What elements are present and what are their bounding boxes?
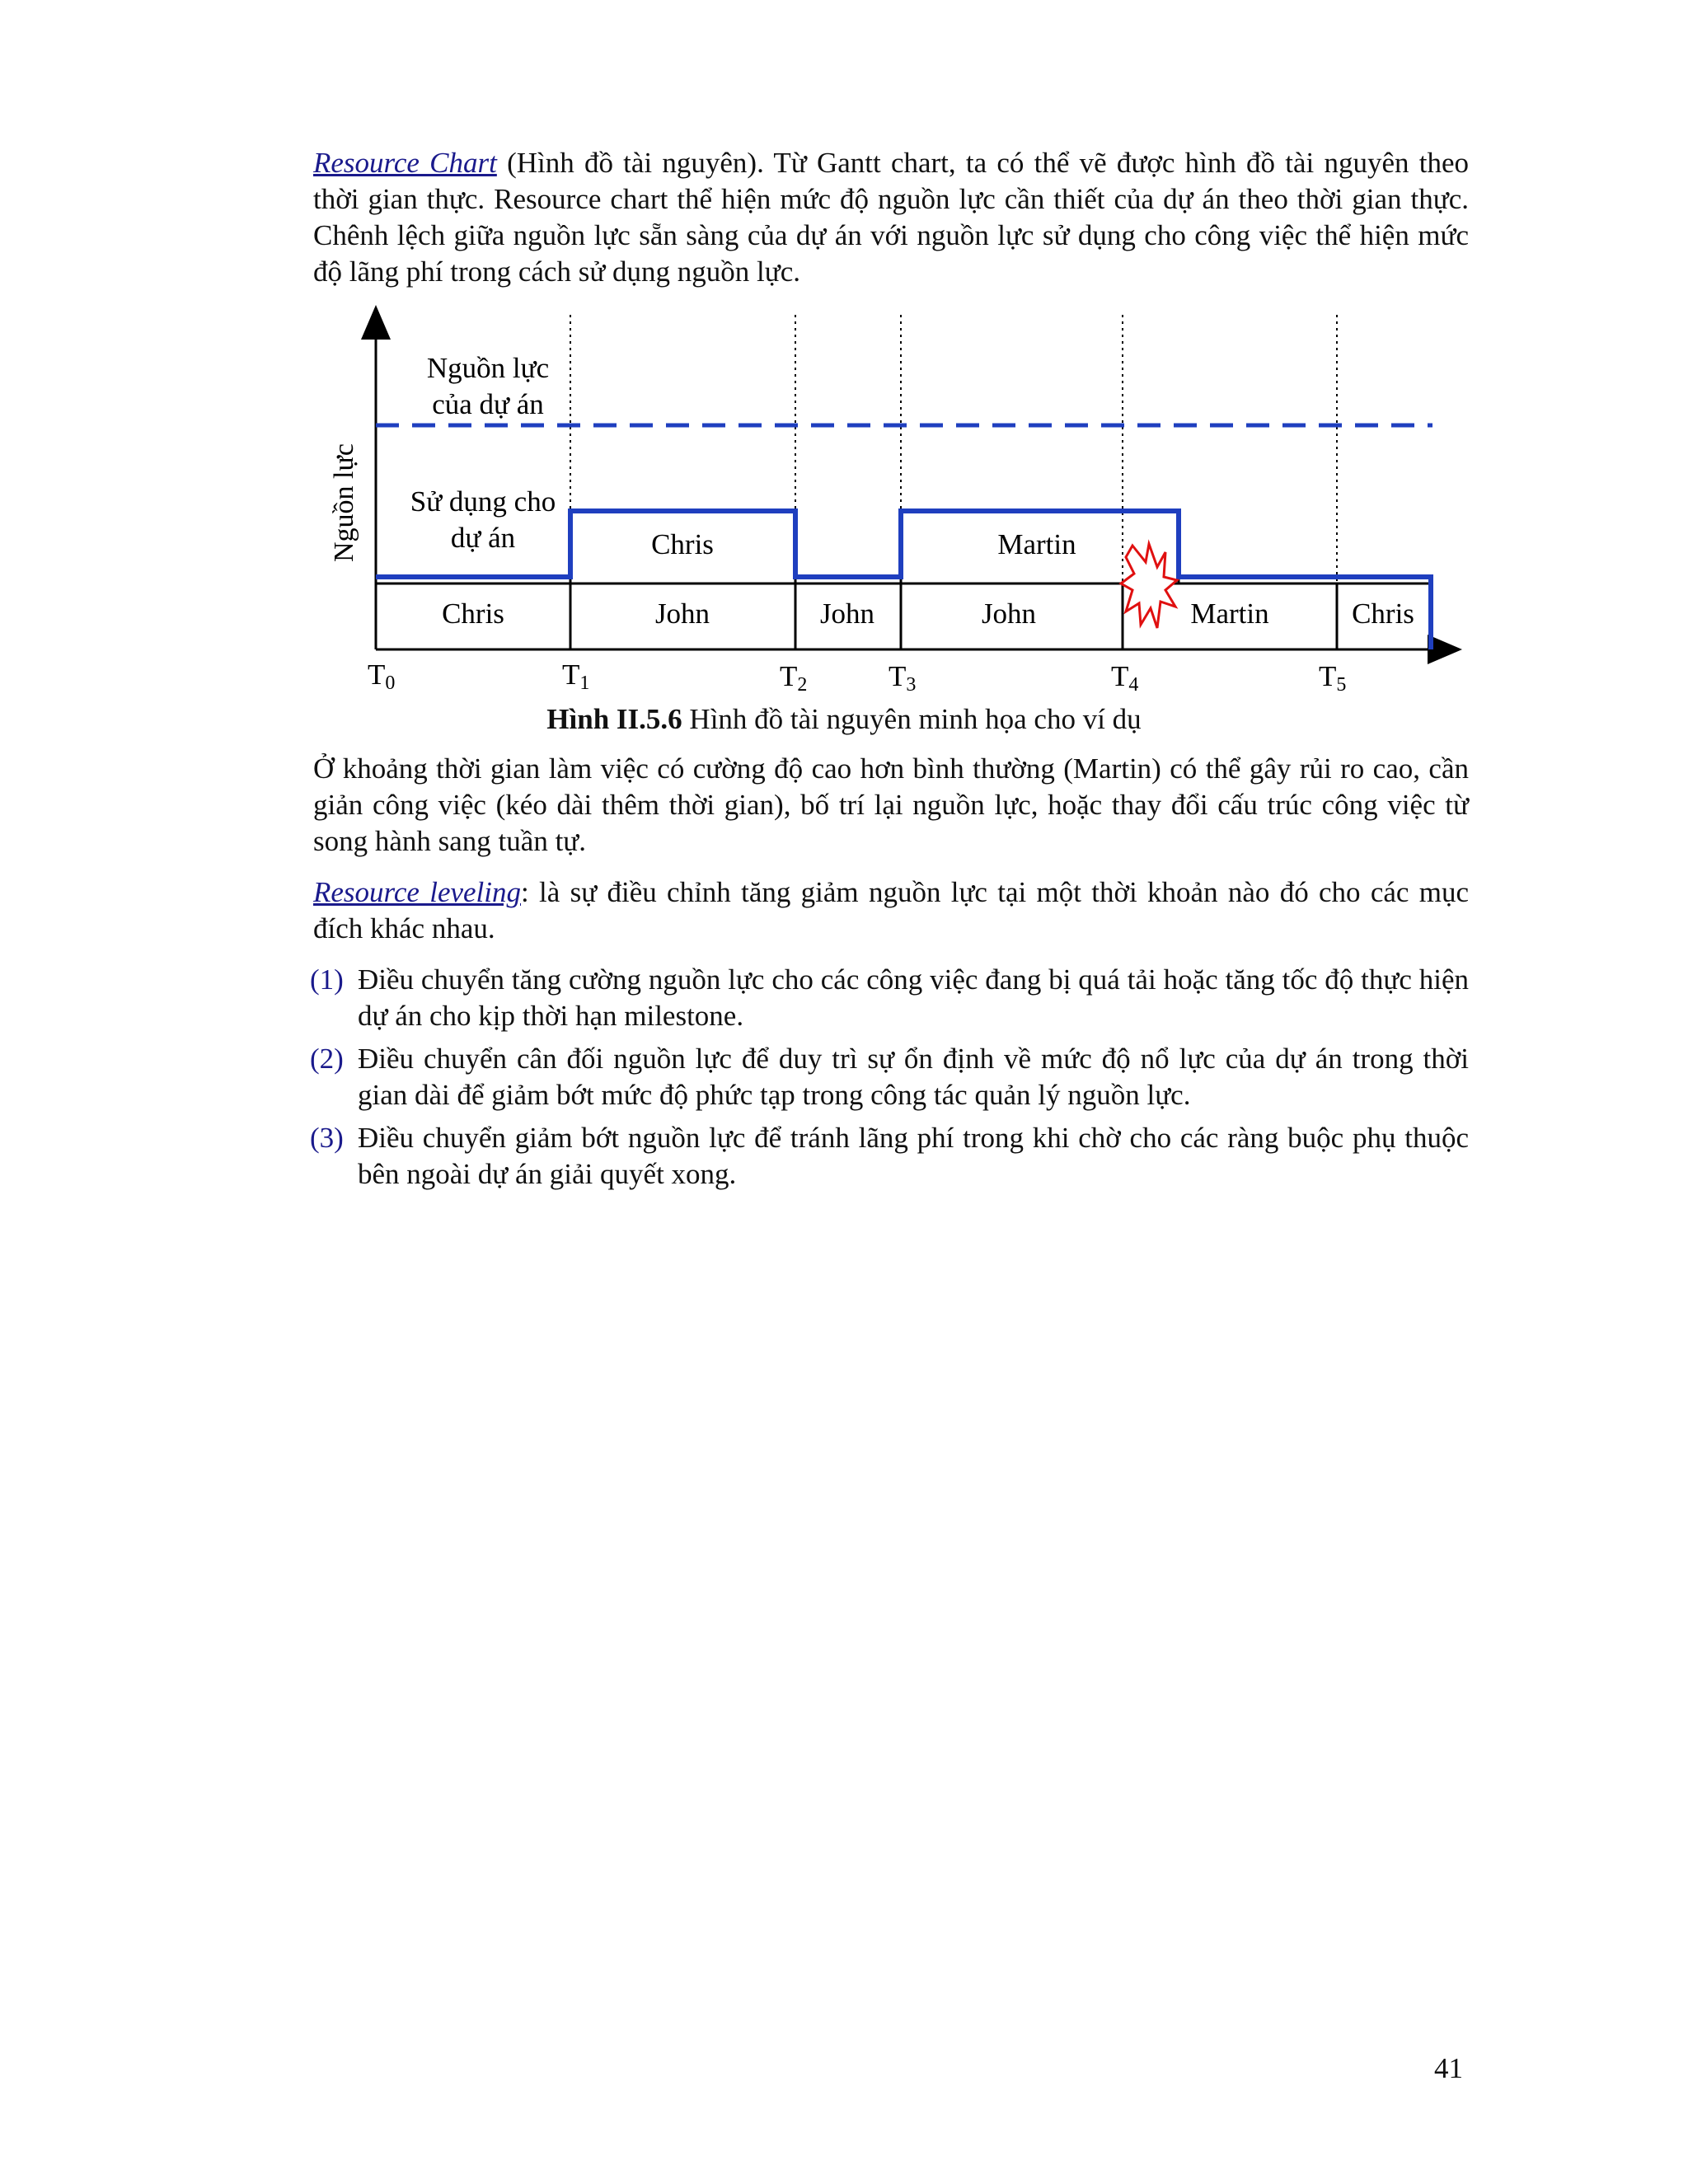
caption-text: Hình đồ tài nguyên minh họa cho ví dụ	[682, 703, 1142, 735]
available-label-line2: của dự án	[432, 388, 544, 420]
tick-t1: T1	[562, 658, 590, 692]
figure-caption	[0, 703, 1688, 736]
upper-name-1: Chris	[651, 528, 714, 560]
list-item	[310, 1120, 1469, 1193]
lower-name-3: John	[819, 598, 875, 630]
lower-name-1: Chris	[442, 598, 504, 630]
lower-name-5: Martin	[1190, 598, 1269, 630]
tick-t4: T4	[1111, 660, 1139, 692]
resource-leveling-term[interactable]: Resource leveling	[313, 876, 522, 908]
tick-t2: T2	[780, 660, 808, 692]
list-item	[310, 1041, 1469, 1113]
available-label-line1: Nguồn lực	[426, 352, 550, 384]
upper-name-2: Martin	[997, 528, 1076, 560]
intro-paragraph	[313, 145, 1469, 290]
overload-burst-icon	[1121, 544, 1177, 628]
tick-t0: T0	[368, 658, 396, 692]
leveling-paragraph	[313, 874, 1469, 947]
lower-name-2: John	[654, 598, 710, 630]
tick-t5: T5	[1319, 660, 1347, 692]
intro-text: (Hình đồ tài nguyên). Từ Gantt chart, ta có thể vẽ được hình đồ tài nguyên theo thời gian thực. Resource chart thể hiện mức độ nguồn lực cần thiết của dự án theo thời gian thực. Chênh lệch giữa nguồn lực sẵn sàng của dự án với nguồn lực sử dụng cho công việc thể hiện mức độ lãng phí trong cách sử dụng nguồn lực.	[313, 147, 1469, 288]
caption-label: Hình II.5.6	[546, 703, 682, 735]
list-text: Điều chuyển cân đối nguồn lực để duy trì sự ổn định về mức độ nổ lực của dự án trong thời gian dài để giảm bớt mức độ phức tạp trong công tác quản lý nguồn lực.	[358, 1043, 1469, 1111]
list-number: (2)	[310, 1043, 344, 1075]
leveling-text: : là sự điều chỉnh tăng giảm nguồn lực tại một thời khoản nào đó cho các mục đích khác nhau.	[313, 876, 1470, 944]
usage-label-line2: dự án	[450, 522, 516, 554]
resource-chart	[0, 305, 1688, 692]
list-item	[310, 962, 1469, 1034]
risk-paragraph: Ở khoảng thời gian làm việc có cường độ cao hơn bình thường (Martin) có thể gây rủi ro cao, cần giản công việc (kéo dài thêm thời gian), bố trí lại nguồn lực, hoặc thay đổi cấu trúc công việc từ song hành sang tuần tự.	[313, 752, 1469, 857]
list-text: Điều chuyển tăng cường nguồn lực cho các công việc đang bị quá tải hoặc tăng tốc độ thực hiện dự án cho kịp thời hạn milestone.	[358, 963, 1469, 1032]
list-text: Điều chuyển giảm bớt nguồn lực để tránh lãng phí trong khi chờ cho các ràng buộc phụ thuộc bên ngoài dự án giải quyết xong.	[358, 1122, 1469, 1190]
lower-name-6: Chris	[1352, 598, 1414, 630]
page-number: 41	[1434, 2052, 1463, 2084]
tick-t3: T3	[889, 660, 917, 692]
y-axis-label: Nguồn lực	[329, 443, 359, 563]
usage-label-line1: Sử dụng cho	[410, 485, 556, 518]
resource-usage-line	[376, 511, 1431, 649]
list-number: (3)	[310, 1122, 344, 1154]
lower-row-boxes	[376, 583, 1431, 649]
resource-chart-term[interactable]: Resource Chart	[313, 147, 497, 179]
lower-name-4: John	[981, 598, 1037, 630]
list-number: (1)	[310, 963, 344, 996]
